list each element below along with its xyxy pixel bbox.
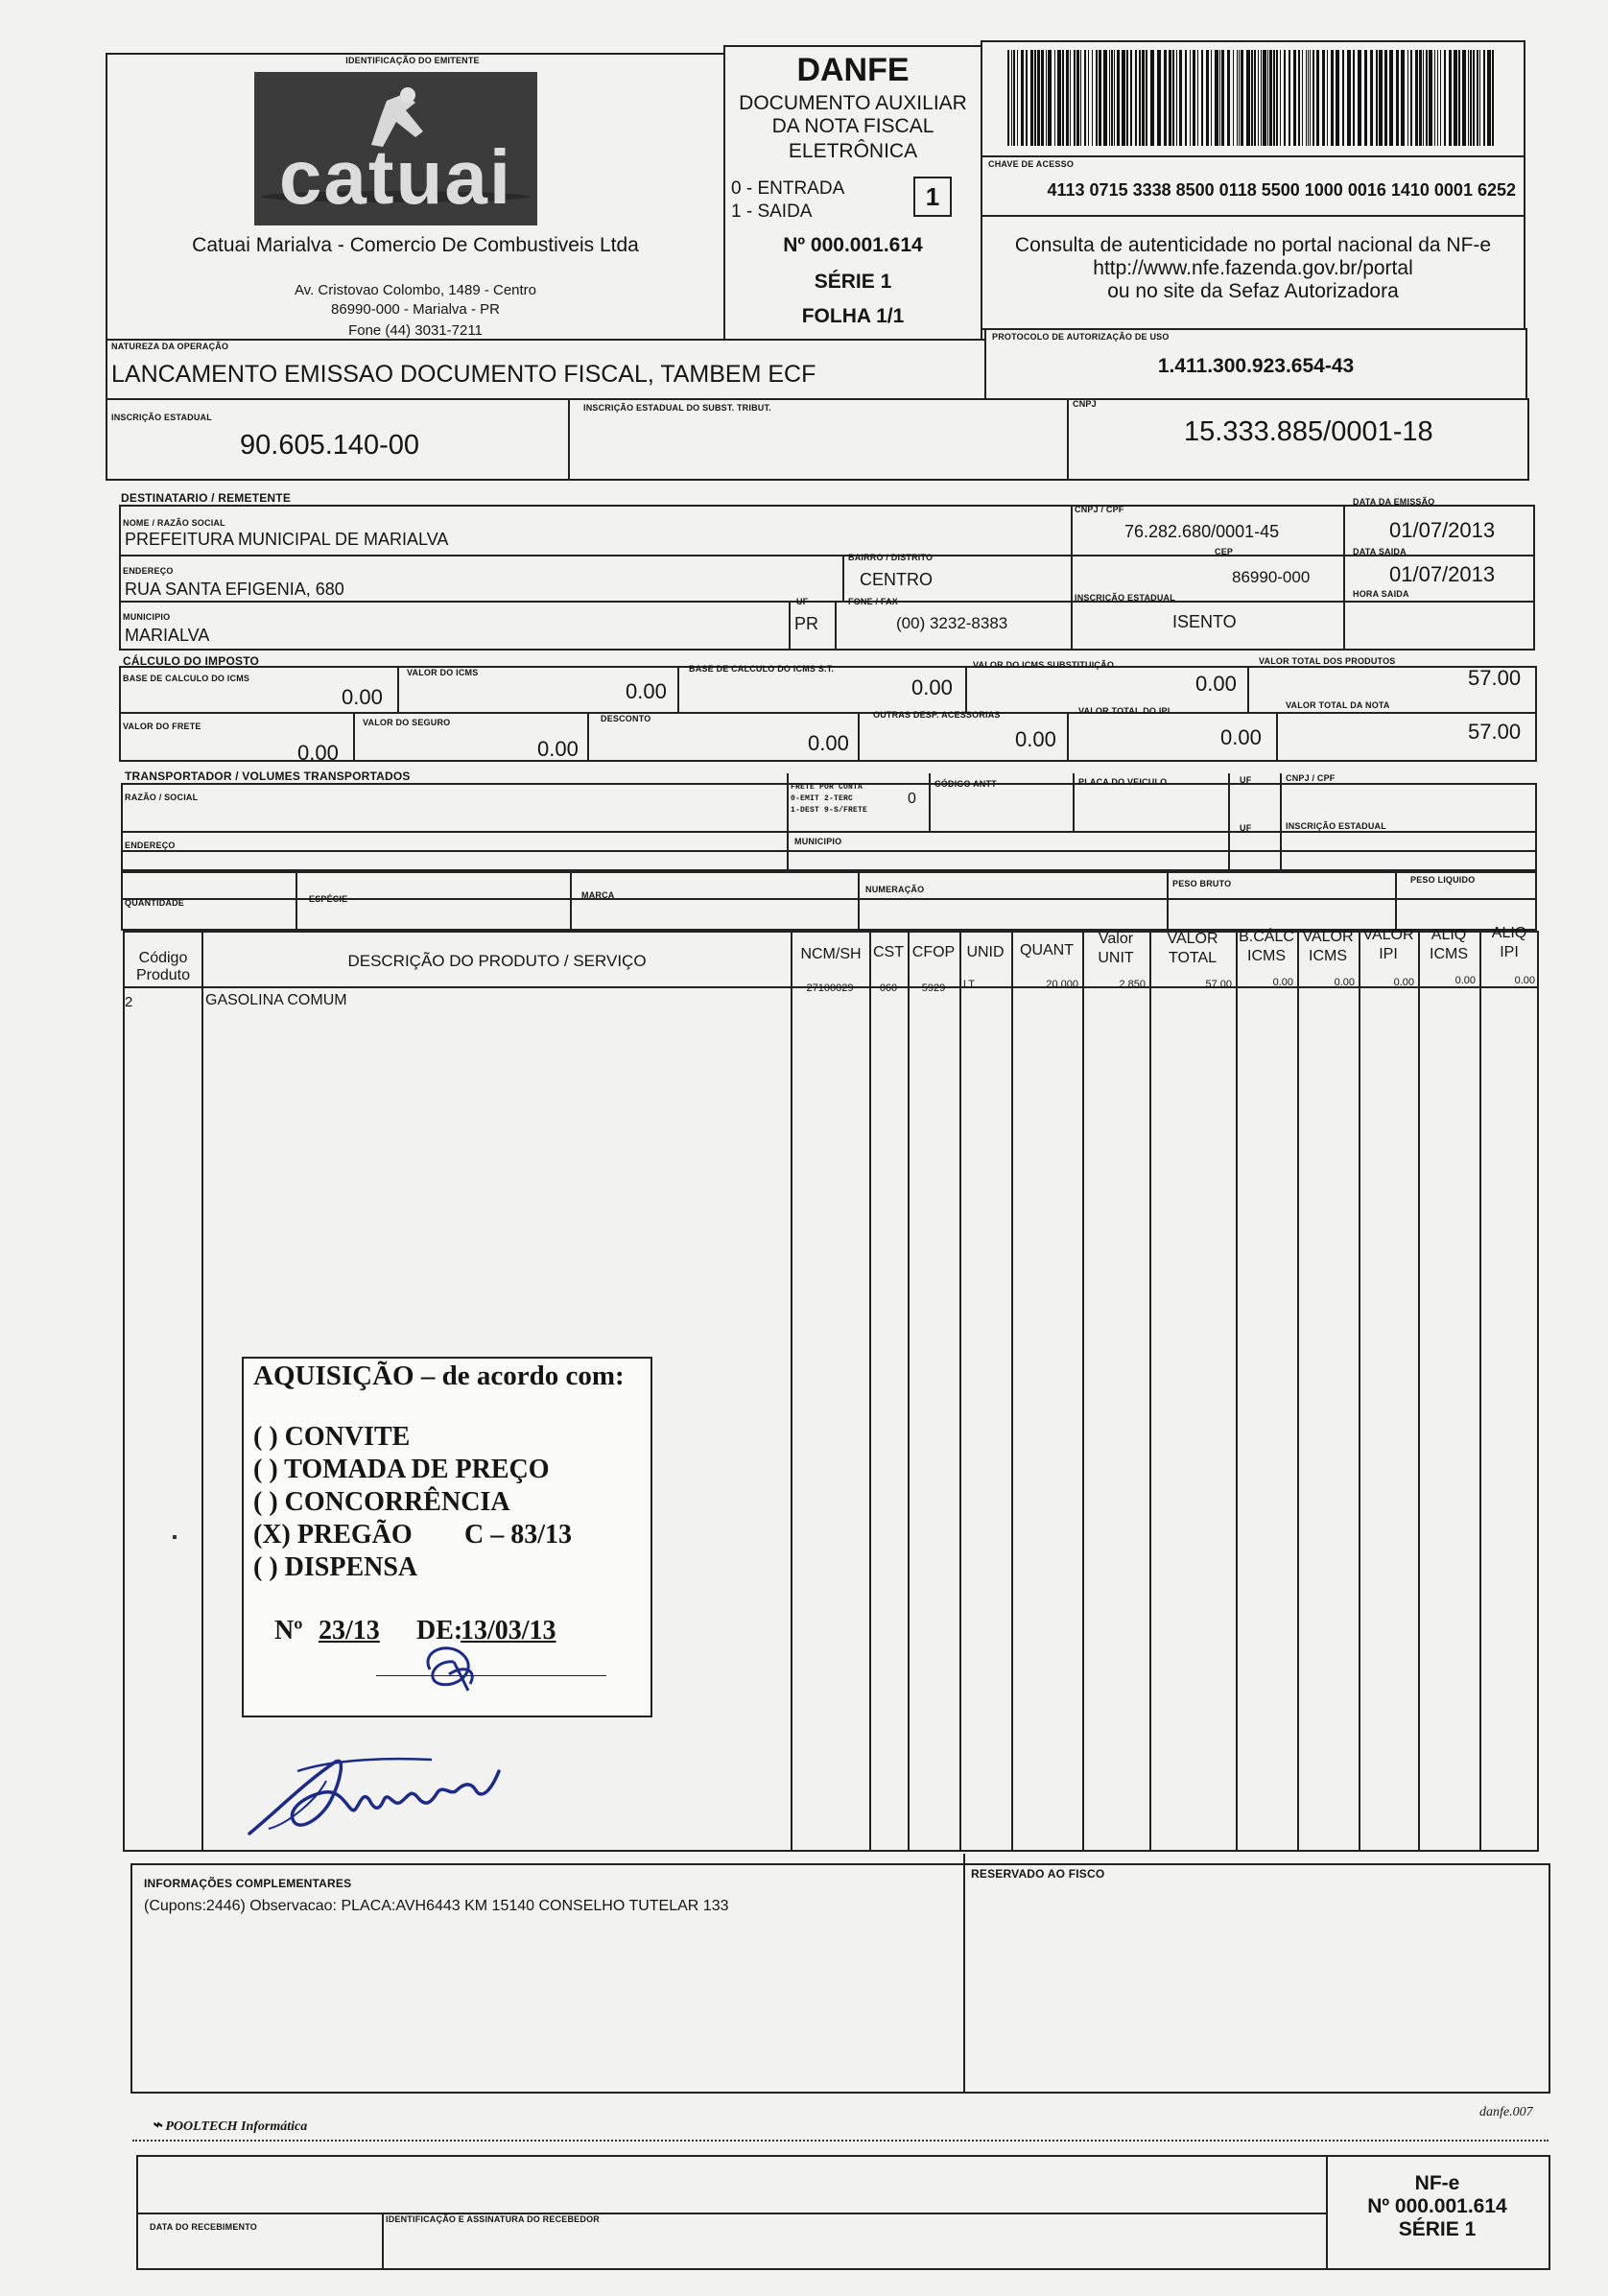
natureza-value: LANCAMENTO EMISSAO DOCUMENTO FISCAL, TAMBEM ECF bbox=[111, 361, 816, 388]
transp-cnpj-label: CNPJ / CPF bbox=[1286, 773, 1336, 783]
danfe-subtitle-1: DOCUMENTO AUXILIAR bbox=[739, 92, 967, 114]
th-cst: CST bbox=[873, 944, 904, 960]
transp-endereco-label: ENDEREÇO bbox=[125, 840, 176, 850]
stamp-opt-pregao: (X) PREGÃO bbox=[253, 1520, 413, 1550]
bairro-value: CENTRO bbox=[860, 570, 933, 589]
transp-uf2-label: UF bbox=[1240, 823, 1252, 833]
bc-icms-label: BASE DE CALCULO DO ICMS bbox=[123, 674, 250, 683]
destinatario-box bbox=[119, 505, 1535, 651]
danfe-title: DANFE bbox=[796, 52, 910, 88]
municipio-label: MUNICIPIO bbox=[123, 612, 171, 622]
software-credit bbox=[152, 2115, 307, 2135]
td-ncm: 27100029 bbox=[806, 982, 854, 994]
marca-label: MARCA bbox=[581, 890, 615, 900]
ipi-label: VALOR TOTAL DO IPI bbox=[1078, 706, 1171, 716]
danfe-entrada: 0 - ENTRADA bbox=[731, 178, 845, 199]
company-logo bbox=[254, 72, 537, 225]
canhoto-serie: SÉRIE 1 bbox=[1398, 2218, 1477, 2240]
th-vipi-2: IPI bbox=[1379, 946, 1398, 962]
stamp-date: 13/03/13 bbox=[461, 1616, 556, 1645]
qtd-label: QUANTIDADE bbox=[125, 898, 184, 908]
fisco-label: RESERVADO AO FISCO bbox=[971, 1867, 1105, 1881]
danfe-saida: 1 - SAIDA bbox=[731, 201, 813, 222]
th-vunit-1: Valor bbox=[1098, 931, 1134, 947]
stamp-pregao-ref: C – 83/13 bbox=[464, 1520, 572, 1550]
seguro-value: 0.00 bbox=[537, 737, 579, 761]
th-aipi-1: ALIQ bbox=[1491, 925, 1527, 941]
th-vipi-1: VALOR bbox=[1362, 927, 1414, 943]
td-codigo: 2 bbox=[125, 994, 133, 1010]
barcode-icon bbox=[1007, 50, 1499, 146]
assinatura-label: IDENTIFICAÇÃO E ASSINATURA DO RECEBEDOR bbox=[386, 2214, 600, 2224]
dest-ie-label: INSCRIÇÃO ESTADUAL bbox=[1075, 593, 1175, 603]
fone-label: FONE / FAX bbox=[848, 597, 899, 606]
transp-ie-label: INSCRIÇÃO ESTADUAL bbox=[1286, 821, 1386, 831]
stamp-opt-dispensa: ( ) DISPENSA bbox=[253, 1552, 418, 1582]
emitente-name: Catuai Marialva - Comercio De Combustiveis Ltda bbox=[192, 234, 639, 256]
danfe-serie: SÉRIE 1 bbox=[814, 271, 892, 293]
software-name: POOLTECH Informática bbox=[165, 2119, 308, 2134]
th-quant: QUANT bbox=[1020, 942, 1074, 959]
frete-conta-value: 0 bbox=[908, 791, 916, 807]
hora-label: HORA SAIDA bbox=[1353, 589, 1409, 599]
cnpj-emitente-value: 15.333.885/0001-18 bbox=[1184, 416, 1433, 447]
bc-st-value: 0.00 bbox=[911, 675, 953, 699]
stamp-num: 23/13 bbox=[319, 1616, 380, 1645]
natureza-label: NATUREZA DA OPERAÇÃO bbox=[111, 342, 229, 351]
recebimento-label: DATA DO RECEBIMENTO bbox=[150, 2222, 257, 2232]
dest-cnpj-value: 76.282.680/0001-45 bbox=[1124, 522, 1280, 541]
desconto-value: 0.00 bbox=[808, 731, 849, 755]
nome-value: PREFEITURA MUNICIPAL DE MARIALVA bbox=[125, 530, 449, 549]
ie-st-label: INSCRIÇÃO ESTADUAL DO SUBST. TRIBUT. bbox=[583, 403, 771, 413]
v-st-label: VALOR DO ICMS SUBSTITUIÇÃO bbox=[973, 660, 1115, 670]
td-descricao: GASOLINA COMUM bbox=[205, 992, 347, 1008]
emitente-cep-city: 86990-000 - Marialva - PR bbox=[331, 301, 500, 318]
th-vicms-2: ICMS bbox=[1309, 948, 1347, 964]
stamp-initials-icon bbox=[411, 1631, 497, 1698]
chave-value: 4113 0715 3338 8500 0118 5500 1000 0016 1410 0001 6252 bbox=[1047, 180, 1516, 200]
td-unid: LT bbox=[963, 979, 976, 990]
chave-consulta-2: http://www.nfe.fazenda.gov.br/portal bbox=[1093, 257, 1413, 279]
bc-icms-value: 0.00 bbox=[342, 685, 383, 709]
destinatario-section-label: DESTINATARIO / REMETENTE bbox=[121, 491, 292, 505]
protocolo-value: 1.411.300.923.654-43 bbox=[1157, 355, 1355, 377]
th-vtotal-1: VALOR bbox=[1167, 931, 1218, 947]
td-aicms: 0.00 bbox=[1454, 975, 1476, 986]
danfe-folha: FOLHA 1/1 bbox=[801, 305, 905, 327]
stamp-opt-tomada: ( ) TOMADA DE PREÇO bbox=[253, 1455, 550, 1484]
danfe-subtitle-3: ELETRÔNICA bbox=[788, 140, 918, 162]
ie-label: INSCRIÇÃO ESTADUAL bbox=[111, 413, 212, 422]
form-code: danfe.007 bbox=[1479, 2105, 1533, 2119]
th-aipi-2: IPI bbox=[1500, 944, 1519, 960]
th-bc-1: B.CÁLC bbox=[1239, 929, 1294, 945]
frete-conta-line3: 1-DEST 9-S/FRETE bbox=[791, 806, 868, 815]
cep-value: 86990-000 bbox=[1232, 568, 1311, 586]
chave-consulta-1: Consulta de autenticidade no portal nacional da NF-e bbox=[1014, 234, 1492, 256]
th-vtotal-2: TOTAL bbox=[1168, 950, 1218, 966]
seguro-label: VALOR DO SEGURO bbox=[363, 718, 451, 727]
v-prod-label: VALOR TOTAL DOS PRODUTOS bbox=[1259, 656, 1396, 666]
signature-icon bbox=[240, 1742, 528, 1848]
emitente-section-label: IDENTIFICAÇÃO DO EMITENTE bbox=[345, 56, 480, 65]
info-label: INFORMAÇÕES COMPLEMENTARES bbox=[144, 1877, 352, 1890]
saida-value: 01/07/2013 bbox=[1389, 562, 1496, 586]
danfe-numero: Nº 000.001.614 bbox=[783, 234, 923, 256]
cep-label: CEP bbox=[1215, 547, 1234, 556]
frete-conta-line1: FRETE POR CONTA bbox=[791, 783, 863, 792]
v-icms-value: 0.00 bbox=[626, 679, 667, 703]
stamp-opt-concorrencia: ( ) CONCORRÊNCIA bbox=[253, 1487, 510, 1517]
transp-municipio-label: MUNICIPIO bbox=[794, 837, 842, 846]
desconto-label: DESCONTO bbox=[601, 714, 651, 723]
transportador-section-label: TRANSPORTADOR / VOLUMES TRANSPORTADOS bbox=[125, 769, 411, 783]
numeracao-label: NUMERAÇÃO bbox=[865, 885, 925, 894]
emitente-phone: Fone (44) 3031-7211 bbox=[348, 322, 483, 339]
bullet-mark bbox=[173, 1535, 177, 1539]
chave-consulta-3: ou no site da Sefaz Autorizadora bbox=[1107, 280, 1399, 302]
dest-uf-value: PR bbox=[794, 614, 819, 633]
th-vicms-1: VALOR bbox=[1302, 929, 1354, 945]
bairro-label: BAIRRO / DISTRITO bbox=[848, 553, 934, 562]
tear-line bbox=[132, 2140, 1549, 2142]
th-ncm: NCM/SH bbox=[800, 946, 862, 962]
canhoto-nfe: NF-e bbox=[1414, 2172, 1460, 2194]
emissao-label: DATA DA EMISSÃO bbox=[1353, 497, 1435, 507]
outras-value: 0.00 bbox=[1015, 727, 1056, 751]
th-aicms-1: ALIQ bbox=[1431, 927, 1467, 943]
protocolo-label: PROTOCOLO DE AUTORIZAÇÃO DE USO bbox=[992, 332, 1170, 342]
peso-liquido-label: PESO LIQUIDO bbox=[1410, 875, 1476, 885]
v-nota-label: VALOR TOTAL DA NOTA bbox=[1286, 700, 1390, 710]
td-vicms: 0.00 bbox=[1334, 977, 1355, 988]
peso-bruto-label: PESO BRUTO bbox=[1172, 879, 1232, 888]
outras-label: OUTRAS DESP. ACESSORIAS bbox=[873, 710, 1001, 720]
th-unid: UNID bbox=[966, 944, 1005, 960]
th-cfop: CFOP bbox=[911, 944, 956, 960]
frete-value: 0.00 bbox=[297, 741, 339, 765]
v-prod-value: 57.00 bbox=[1468, 666, 1522, 690]
endereco-label: ENDEREÇO bbox=[123, 566, 174, 576]
td-cfop: 5929 bbox=[921, 982, 946, 994]
td-quant: 20.000 bbox=[1046, 979, 1078, 990]
emissao-value: 01/07/2013 bbox=[1389, 518, 1496, 542]
danfe-tipo: 1 bbox=[913, 177, 952, 217]
nome-label: NOME / RAZÃO SOCIAL bbox=[123, 518, 225, 528]
endereco-value: RUA SANTA EFIGENIA, 680 bbox=[125, 580, 344, 599]
municipio-value: MARIALVA bbox=[125, 626, 210, 645]
th-descricao: DESCRIÇÃO DO PRODUTO / SERVIÇO bbox=[347, 952, 647, 970]
software-logo-icon: ⌁ bbox=[152, 2115, 162, 2134]
fone-value: (00) 3232-8383 bbox=[896, 614, 1008, 632]
chave-label: CHAVE DE ACESSO bbox=[988, 159, 1075, 169]
td-vipi: 0.00 bbox=[1393, 977, 1414, 988]
antt-label: CÓDIGO ANTT bbox=[934, 779, 997, 789]
transp-uf-label: UF bbox=[1240, 775, 1252, 785]
stamp-title: AQUISIÇÃO – de acordo com: bbox=[253, 1361, 625, 1391]
info-value: (Cupons:2446) Observacao: PLACA:AVH6443 KM 15140 CONSELHO TUTELAR 133 bbox=[144, 1898, 729, 1914]
td-bc: 0.00 bbox=[1272, 977, 1293, 988]
dest-uf-label: UF bbox=[796, 597, 809, 606]
td-vunit: 2.850 bbox=[1119, 979, 1146, 990]
th-aicms-2: ICMS bbox=[1430, 946, 1468, 962]
saida-label: DATA SAIDA bbox=[1353, 547, 1407, 556]
dest-ie-value: ISENTO bbox=[1172, 612, 1237, 631]
stamp-date-label: DE: bbox=[416, 1616, 463, 1645]
imposto-section-label: CÁLCULO DO IMPOSTO bbox=[123, 654, 260, 668]
frete-label: VALOR DO FRETE bbox=[123, 722, 201, 731]
dest-cnpj-label: CNPJ / CPF bbox=[1075, 505, 1124, 514]
stamp-opt-convite: ( ) CONVITE bbox=[253, 1422, 411, 1452]
v-icms-label: VALOR DO ICMS bbox=[407, 668, 479, 677]
especie-label: ESPÉCIE bbox=[309, 894, 348, 904]
danfe-subtitle-2: DA NOTA FISCAL bbox=[771, 115, 934, 137]
cnpj-emitente-label: CNPJ bbox=[1073, 399, 1097, 409]
th-vunit-2: UNIT bbox=[1098, 950, 1134, 966]
razao-label: RAZÃO / SOCIAL bbox=[125, 793, 199, 802]
logo-text: catuai bbox=[278, 134, 513, 220]
td-cst: 060 bbox=[879, 982, 898, 994]
v-nota-value: 57.00 bbox=[1468, 720, 1522, 744]
v-st-value: 0.00 bbox=[1195, 672, 1237, 696]
canhoto-numero: Nº 000.001.614 bbox=[1367, 2195, 1507, 2217]
frete-conta-line2: 0-EMIT 2-TERC bbox=[791, 794, 854, 803]
td-vtotal: 57.00 bbox=[1205, 979, 1232, 990]
ie-value: 90.605.140-00 bbox=[240, 430, 420, 461]
td-aipi: 0.00 bbox=[1514, 975, 1535, 986]
th-codigo-2: Produto bbox=[135, 967, 191, 983]
th-bc-2: ICMS bbox=[1247, 948, 1286, 964]
bc-st-label: BASE DE CALCULO DO ICMS S.T. bbox=[689, 664, 835, 674]
stamp-num-label: Nº bbox=[274, 1616, 303, 1645]
th-codigo-1: Código bbox=[138, 950, 188, 966]
placa-label: PLACA DO VEICULO bbox=[1078, 777, 1168, 787]
emitente-address: Av. Cristovao Colombo, 1489 - Centro bbox=[294, 282, 537, 298]
ipi-value: 0.00 bbox=[1220, 725, 1262, 749]
